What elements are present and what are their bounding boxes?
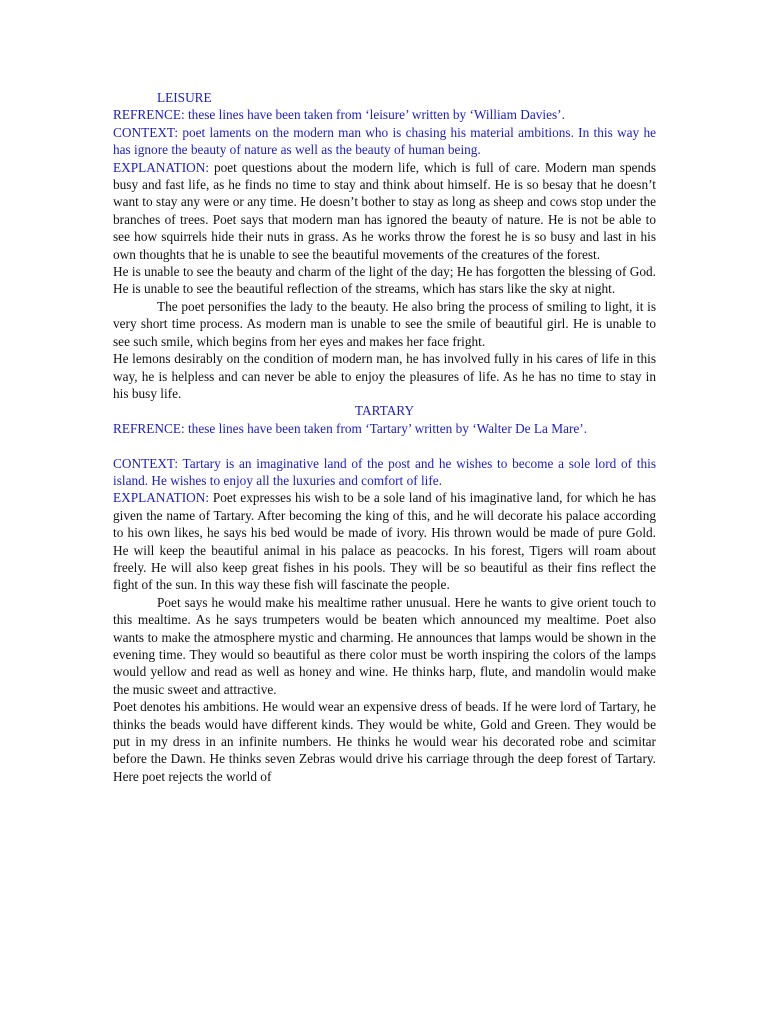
document-page bbox=[113, 89, 656, 785]
leisure-explanation-label: EXPLANATION: bbox=[113, 159, 210, 175]
tartary-paragraph-2: Poet says he would make his mealtime rather unusual. Here he wants to give orient touch to this mealtime. As he says trumpeters would be beaten which announced my mealtime. Poet also wants to make the atmosphere mystic and charming. He announces that lamps would be shown in the evening time. They would so beautiful as there color must be worth inspiring the colors of the lamps would yellow and read as well as honey and wine. He thinks harp, flute, and mandolin would make the music sweet and attractive. bbox=[113, 594, 656, 697]
leisure-title: LEISURE bbox=[157, 90, 212, 105]
leisure-paragraph-3: The poet personifies the lady to the beauty. He also bring the process of smiling to light, it is very short time process. As modern man is unable to see the smile of beautiful girl. He is unable to see such smile, which begins from her eyes and makes her face fright. bbox=[113, 298, 656, 349]
tartary-context: CONTEXT: Tartary is an imaginative land of the post and he wishes to become a sole lord of this island. He wishes to enjoy all the luxuries and comfort of life. bbox=[113, 455, 656, 488]
leisure-paragraph-4: He lemons desirably on the condition of modern man, he has involved fully in his cares of life in this way, he is helpless and can never be able to enjoy the pleasures of life. As he has no time to stay in his busy life. bbox=[113, 351, 656, 401]
tartary-title: TARTARY bbox=[354, 403, 415, 419]
leisure-explanation-text: poet questions about the modern life, which is full of care. Modern man spends busy and fast life, as he finds no time to stay and think about himself. He is so besay that he doesn’t want to stay any were or any time. He doesn’t bother to stay as long as sheep and cows stop under the branches of trees. Poet says that modern man has ignored the beauty of nature. He is not be able to see how squirrels hide their nuts in grass. As he works throw the forest he is so busy and last in his own thoughts that he is unable to see the beautiful movements of the creatures of the forest. bbox=[113, 159, 656, 262]
leisure-paragraph-2: He is unable to see the beauty and charm of the light of the day; He has forgotten the blessing of God. He is unable to see the beautiful reflection of the streams, which has stars like the sky at night. bbox=[113, 264, 656, 297]
tartary-reference: REFRENCE: these lines have been taken from ‘Tartary’ written by ‘Walter De La Mare’. bbox=[113, 420, 588, 436]
tartary-explanation-text: Poet expresses his wish to be a sole land of his imaginative land, for which he has given the name of Tartary. After becoming the king of this, and he will decorate his palace according to his own likes, he says his bed would be made of ivory. His thrown would be made of pure Gold. He will keep the beautiful animal in his palace as peacocks. In his forest, Tigers will roam about freely. He will also keep great fishes in his pools. They will be so beautiful as their fins reflect the fight of the sun. In this way these fish will fascinate the people. bbox=[113, 490, 656, 593]
tartary-explanation-paragraph bbox=[113, 489, 656, 593]
tartary-paragraph-3: Poet denotes his ambitions. He would wear an expensive dress of beads. If he were lord of Tartary, he thinks the beads would have different kinds. They would be white, Gold and Green. They would be put in my dress in an infinite numbers. He thinks he would wear his decorated robe and scimitar before the Dawn. He thinks seven Zebras would drive his carriage through the deep forest of Tartary. Here poet rejects the world of bbox=[113, 699, 656, 784]
blank-line bbox=[113, 437, 656, 454]
leisure-reference: REFRENCE: these lines have been taken from ‘leisure’ written by ‘William Davies’. bbox=[113, 107, 565, 123]
tartary-explanation-label: EXPLANATION: bbox=[113, 490, 210, 506]
leisure-context: CONTEXT: poet laments on the modern man who is chasing his material ambitions. In this way he has ignore the beauty of nature as well as the beauty of human being. bbox=[113, 124, 656, 158]
leisure-explanation-paragraph bbox=[113, 159, 656, 263]
